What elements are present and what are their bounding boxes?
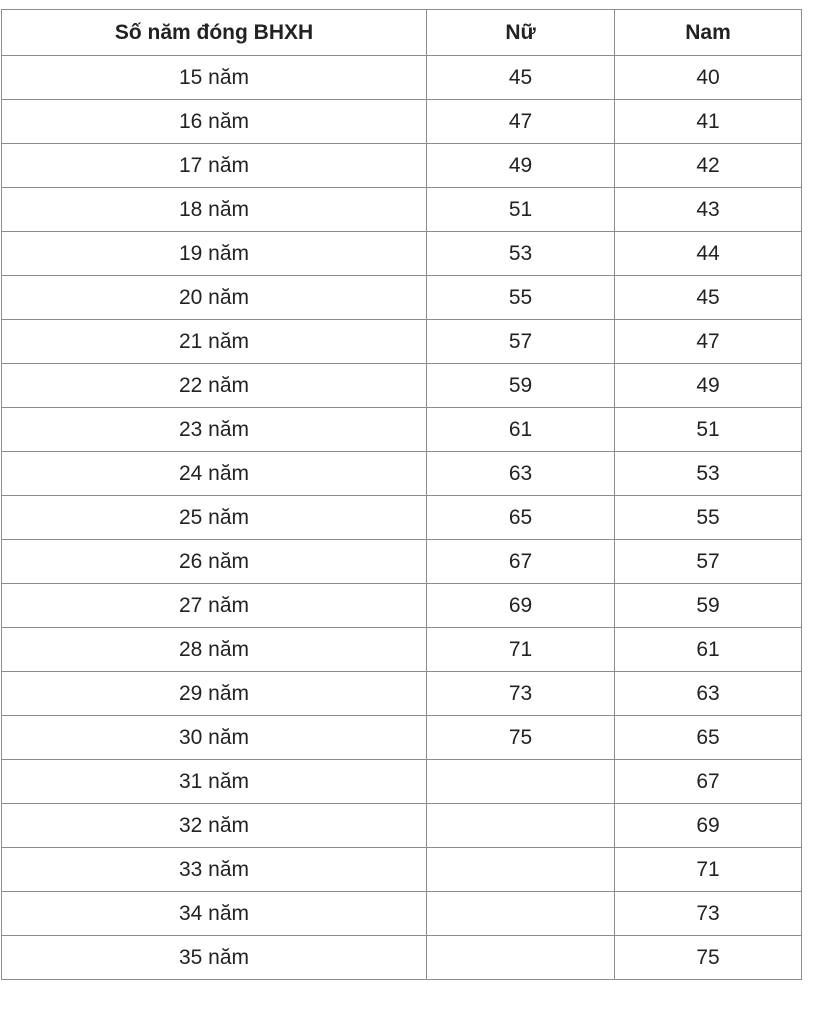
cell-years: 15 năm <box>2 56 427 100</box>
cell-female <box>427 892 615 936</box>
table-header-row <box>2 10 802 56</box>
cell-male: 57 <box>615 540 802 584</box>
table-row <box>2 936 802 980</box>
cell-years: 20 năm <box>2 276 427 320</box>
cell-male: 55 <box>615 496 802 540</box>
cell-female: 51 <box>427 188 615 232</box>
cell-years: 21 năm <box>2 320 427 364</box>
cell-male: 41 <box>615 100 802 144</box>
cell-years: 28 năm <box>2 628 427 672</box>
table-row <box>2 540 802 584</box>
cell-female: 49 <box>427 144 615 188</box>
cell-female: 75 <box>427 716 615 760</box>
cell-female: 61 <box>427 408 615 452</box>
cell-female: 53 <box>427 232 615 276</box>
table-row <box>2 760 802 804</box>
cell-male: 47 <box>615 320 802 364</box>
cell-years: 22 năm <box>2 364 427 408</box>
cell-female: 45 <box>427 56 615 100</box>
table-row <box>2 848 802 892</box>
cell-years: 18 năm <box>2 188 427 232</box>
cell-male: 73 <box>615 892 802 936</box>
cell-male: 42 <box>615 144 802 188</box>
cell-years: 19 năm <box>2 232 427 276</box>
cell-years: 30 năm <box>2 716 427 760</box>
table-row <box>2 672 802 716</box>
cell-female: 71 <box>427 628 615 672</box>
table-row <box>2 496 802 540</box>
table-row <box>2 364 802 408</box>
cell-male: 61 <box>615 628 802 672</box>
cell-female <box>427 848 615 892</box>
cell-female: 47 <box>427 100 615 144</box>
cell-male: 51 <box>615 408 802 452</box>
table-row <box>2 56 802 100</box>
table-container <box>1 9 802 980</box>
table-row <box>2 320 802 364</box>
cell-female: 59 <box>427 364 615 408</box>
table-row <box>2 628 802 672</box>
cell-years: 23 năm <box>2 408 427 452</box>
table-row <box>2 408 802 452</box>
cell-female: 67 <box>427 540 615 584</box>
cell-years: 16 năm <box>2 100 427 144</box>
table-row <box>2 144 802 188</box>
table-row <box>2 584 802 628</box>
cell-male: 69 <box>615 804 802 848</box>
table-row <box>2 452 802 496</box>
cell-male: 45 <box>615 276 802 320</box>
cell-years: 25 năm <box>2 496 427 540</box>
cell-female <box>427 804 615 848</box>
cell-male: 53 <box>615 452 802 496</box>
cell-male: 75 <box>615 936 802 980</box>
cell-female: 55 <box>427 276 615 320</box>
cell-male: 49 <box>615 364 802 408</box>
bhxh-table <box>1 9 802 980</box>
cell-male: 44 <box>615 232 802 276</box>
cell-male: 43 <box>615 188 802 232</box>
cell-female: 69 <box>427 584 615 628</box>
header-years: Số năm đóng BHXH <box>2 10 427 56</box>
cell-years: 24 năm <box>2 452 427 496</box>
cell-male: 63 <box>615 672 802 716</box>
cell-years: 17 năm <box>2 144 427 188</box>
cell-female <box>427 936 615 980</box>
cell-female <box>427 760 615 804</box>
cell-male: 71 <box>615 848 802 892</box>
cell-years: 35 năm <box>2 936 427 980</box>
table-row <box>2 804 802 848</box>
cell-years: 29 năm <box>2 672 427 716</box>
cell-female: 73 <box>427 672 615 716</box>
cell-female: 65 <box>427 496 615 540</box>
cell-years: 32 năm <box>2 804 427 848</box>
cell-female: 63 <box>427 452 615 496</box>
cell-female: 57 <box>427 320 615 364</box>
table-row <box>2 716 802 760</box>
table-body <box>2 56 802 980</box>
table-row <box>2 892 802 936</box>
cell-male: 59 <box>615 584 802 628</box>
cell-male: 65 <box>615 716 802 760</box>
table-row <box>2 276 802 320</box>
header-male: Nam <box>615 10 802 56</box>
cell-years: 34 năm <box>2 892 427 936</box>
header-female: Nữ <box>427 10 615 56</box>
cell-male: 67 <box>615 760 802 804</box>
table-row <box>2 100 802 144</box>
table-row <box>2 188 802 232</box>
cell-years: 27 năm <box>2 584 427 628</box>
table-row <box>2 232 802 276</box>
cell-years: 31 năm <box>2 760 427 804</box>
cell-years: 33 năm <box>2 848 427 892</box>
cell-years: 26 năm <box>2 540 427 584</box>
cell-male: 40 <box>615 56 802 100</box>
